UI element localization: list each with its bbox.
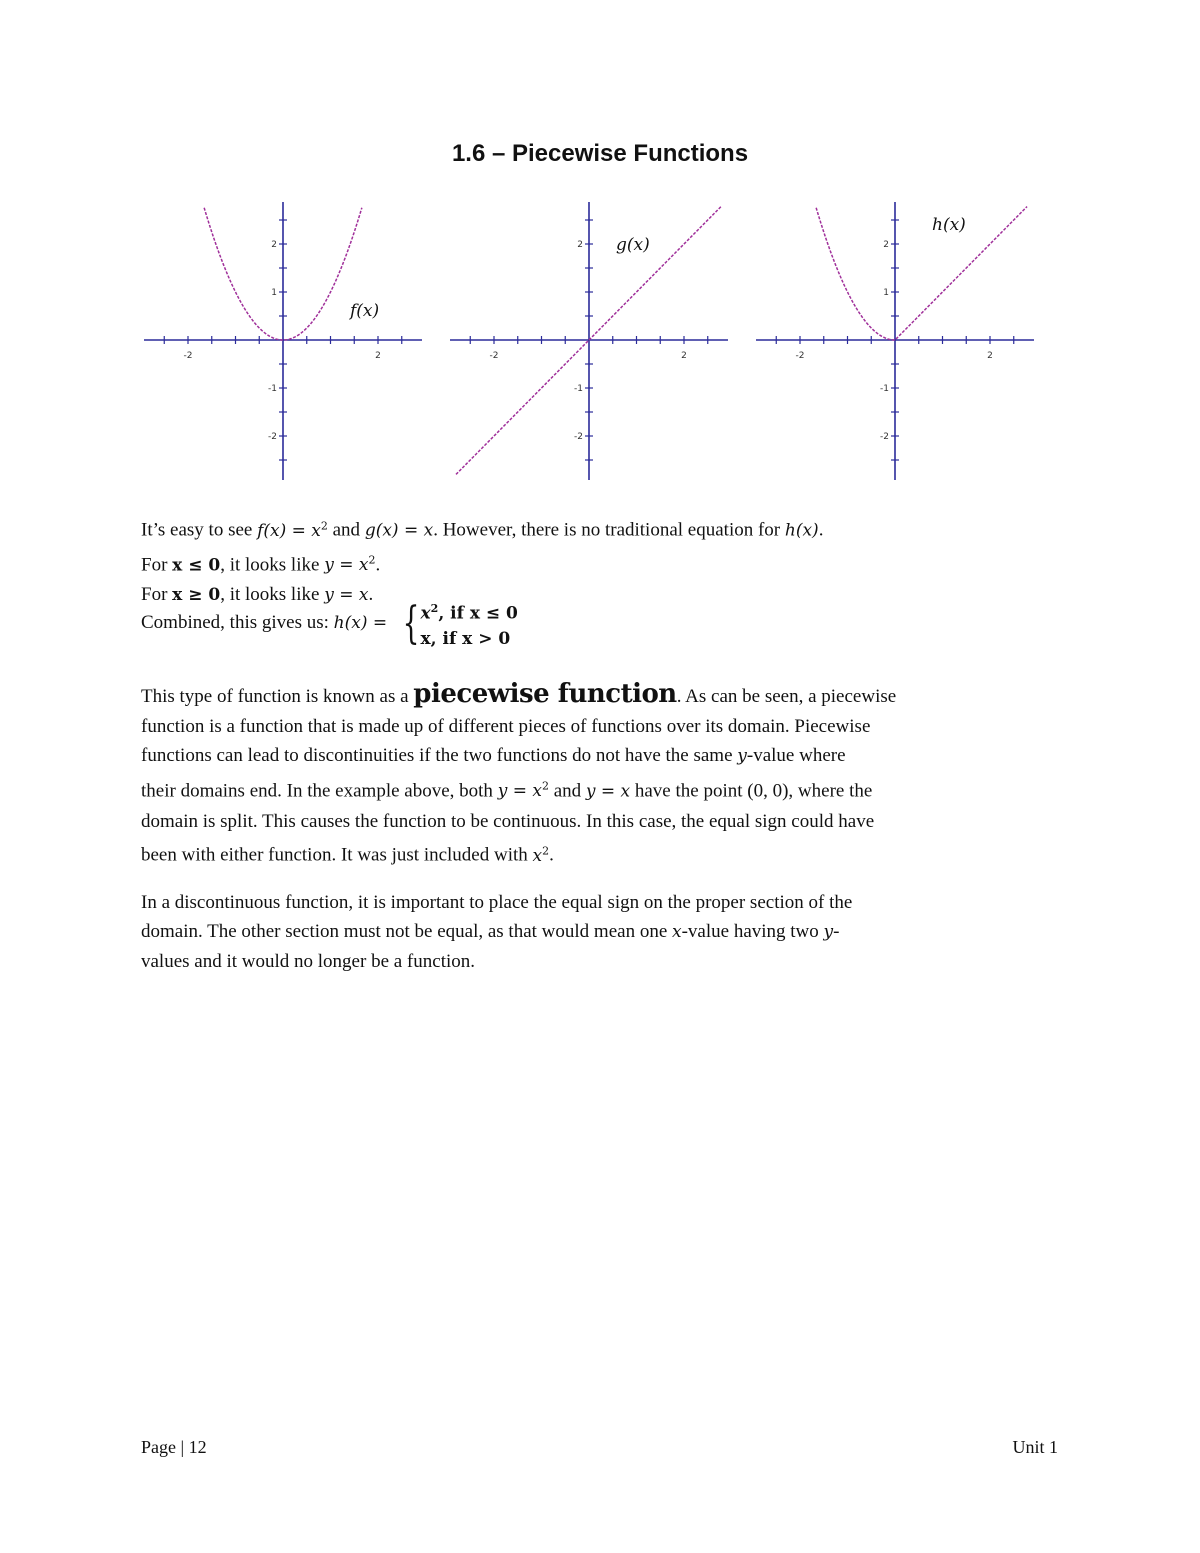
text-run: . As can be seen, a piecewise [676, 686, 897, 707]
text-run: domain. The other section must not be equal, as that would mean one [141, 921, 672, 942]
piecewise-cases [397, 596, 518, 652]
text-run: have the point (0, 0), where the [630, 780, 873, 802]
text-run: . [549, 844, 554, 866]
superscript: 2 [430, 602, 439, 615]
p2-line-3: values and it would no longer be a function. [141, 951, 476, 972]
graph-g [448, 198, 733, 488]
x-tick-label: 2 [375, 351, 381, 361]
math-h: h(x) = [333, 613, 393, 634]
text-run: - [833, 921, 840, 942]
text-run: . However, there is no traditional equation for [433, 519, 785, 541]
case-row-1 [421, 596, 518, 627]
left-brace: { [402, 597, 419, 649]
function-label-h: h(x) [932, 215, 966, 235]
footer-unit: Unit 1 [1012, 1437, 1058, 1457]
text-run: -value where [746, 745, 846, 766]
math-x: x [672, 922, 682, 942]
text-run: . [818, 519, 824, 541]
math-h: h(x) [784, 520, 819, 541]
math-run: x [532, 845, 543, 866]
graph-h-svg [754, 198, 1039, 488]
text-run: been with either function. It was just included with [141, 844, 533, 866]
x-tick-label: -2 [183, 351, 193, 361]
graph-h [754, 198, 1039, 488]
p1-line-5: domain is split. This causes the function to be continuous. In this case, the equal sign could have [141, 810, 875, 832]
x-tick-label: -2 [489, 351, 499, 361]
text-run: For [141, 554, 173, 576]
y-tick-label: 1 [271, 288, 277, 298]
function-label-g: g(x) [616, 235, 650, 255]
function-label-f: f(x) [350, 301, 380, 321]
text-run: Combined, this gives us: [141, 612, 334, 634]
footer-page-number: Page | 12 [141, 1437, 207, 1457]
text-run: functions can lead to discontinuities if the two functions do not have the same [141, 745, 738, 766]
math-run: y = x [324, 555, 369, 576]
x-tick-label: -2 [795, 351, 805, 361]
math-f [257, 521, 328, 541]
x-tick-label: 2 [681, 351, 687, 361]
math-cond: x ≥ 0 [172, 585, 221, 606]
math-eq2: y = x [585, 781, 631, 802]
text-run: and [548, 780, 586, 802]
p1-line-1 [141, 680, 1071, 712]
text-run: . [375, 554, 381, 576]
text-run: their domains end. In the example above, both [141, 780, 498, 802]
y-tick-label: 2 [271, 240, 277, 250]
superscript: 2 [368, 553, 376, 567]
text-run: This type of function is known as a [141, 686, 414, 707]
y-tick-label: -2 [574, 432, 583, 442]
function-curve-h [816, 207, 1027, 340]
cases-rows [421, 596, 518, 652]
y-tick-label: -2 [268, 432, 277, 442]
math-y: y [823, 922, 834, 942]
superscript: 2 [320, 519, 328, 532]
math-y: y [737, 746, 747, 766]
graphs-row [0, 198, 1200, 488]
y-tick-label: 2 [577, 240, 583, 250]
page-title: 1.6 – Piecewise Functions [451, 140, 749, 167]
combined-equation [141, 596, 518, 652]
p1-line-2: function is a function that is made up of different pieces of functions over its domain. Piecewise [141, 715, 871, 737]
y-tick-label: 1 [883, 288, 889, 298]
term-piecewise-function: piecewise function [413, 679, 677, 709]
math-cond: x ≤ 0 [172, 555, 221, 576]
p1-line-6 [141, 836, 1071, 871]
y-tick-label: -1 [268, 384, 277, 394]
intro-line-2 [141, 546, 1061, 581]
text-run: It’s easy to see [141, 519, 258, 541]
math-g: g(x) = x [364, 520, 434, 541]
math-run: , if x ≤ 0 [438, 603, 518, 624]
p2-line-1: In a discontinuous function, it is important to place the equal sign on the proper section of the [141, 892, 853, 913]
math-run: x [420, 603, 431, 624]
text-run: . [368, 584, 374, 606]
paragraph-2 [141, 888, 1071, 976]
p1-line-4 [141, 772, 1071, 807]
text-run: For [141, 584, 173, 606]
text-run: , it looks like [220, 584, 325, 606]
text-run: , it looks like [220, 554, 325, 576]
p1-line-3 [141, 741, 1071, 772]
math-run: y = x [497, 781, 542, 802]
graph-f [142, 198, 427, 488]
math-eq: y = x [324, 585, 369, 606]
p2-line-2 [141, 917, 1071, 947]
x-tick-label: 2 [987, 351, 993, 361]
y-tick-label: 2 [883, 240, 889, 250]
math-eq [324, 555, 375, 575]
graph-g-svg [448, 198, 733, 488]
y-tick-label: -1 [574, 384, 583, 394]
math-x2 [533, 846, 550, 866]
graph-f-svg [142, 198, 427, 488]
y-tick-label: -1 [880, 384, 889, 394]
paragraph-1 [141, 680, 1071, 871]
case-row-2: x, if x > 0 [420, 628, 511, 649]
math-run: f(x) = x [257, 520, 321, 541]
superscript: 2 [541, 779, 549, 793]
y-tick-label: -2 [880, 432, 889, 442]
superscript: 2 [542, 844, 550, 858]
math-eq1 [498, 781, 549, 801]
intro-line-1 [141, 511, 1061, 546]
text-run: -value having two [681, 921, 824, 942]
text-run: and [327, 519, 365, 541]
